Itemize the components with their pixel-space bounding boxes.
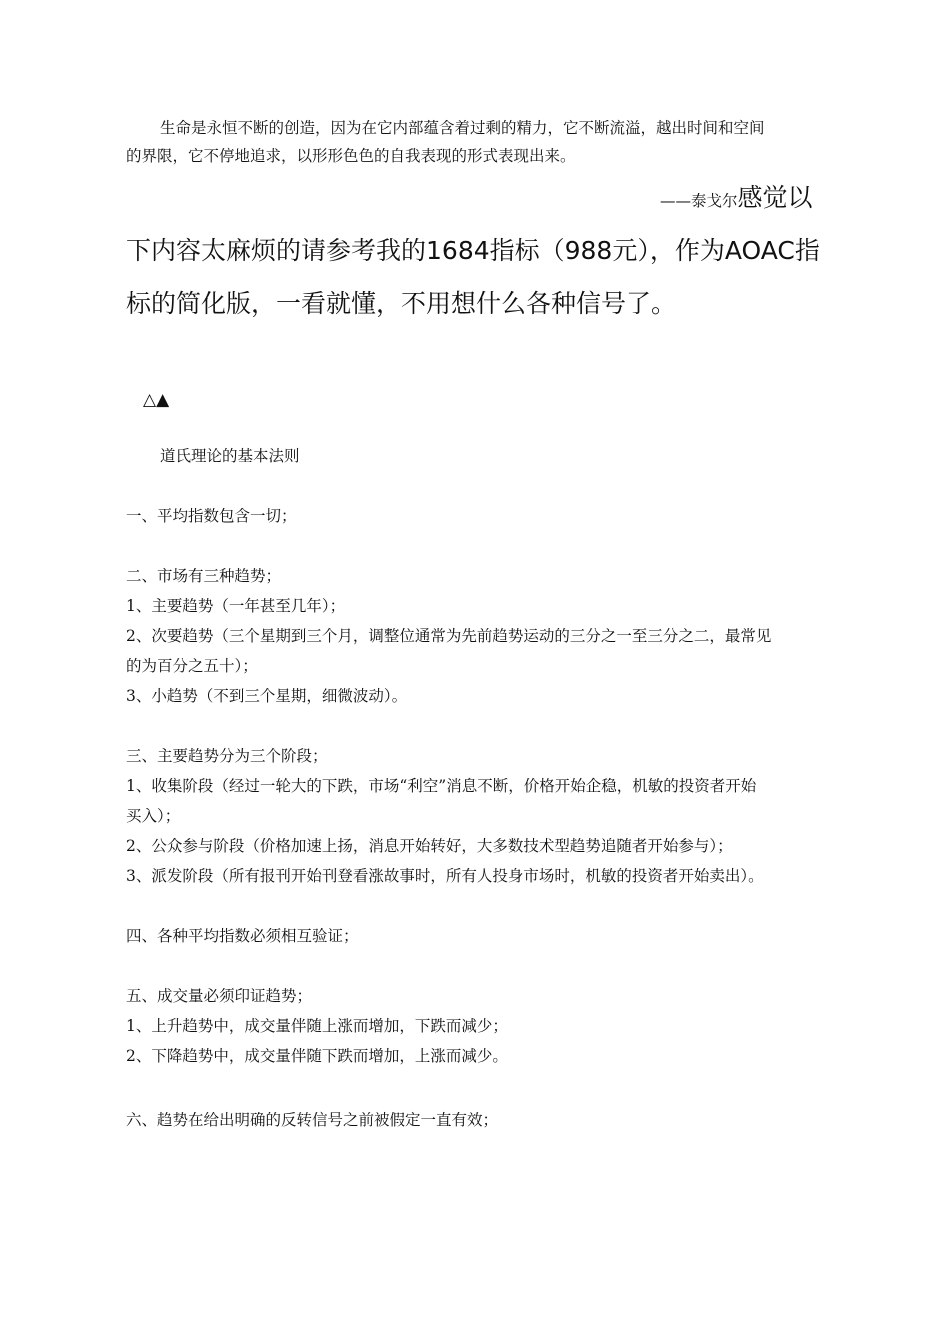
rule-6: 六、趋势在给出明确的反转信号之前被假定一直有效； bbox=[126, 1111, 499, 1129]
quote-line-2: 的界限，它不停地追求，以形形色色的自我表现的形式表现出来。 bbox=[126, 147, 576, 165]
section-heading: 道氏理论的基本法则 bbox=[160, 447, 300, 465]
rule-2: 二、市场有三种趋势； bbox=[126, 567, 282, 585]
rule-5-item-2: 2、下降趋势中，成交量伴随下跌而增加，上涨而减少。 bbox=[126, 1047, 508, 1065]
quote-author: ——泰戈尔 bbox=[660, 192, 738, 210]
rule-3-item-1b: 买入）； bbox=[126, 807, 181, 825]
triangle-symbols: △▲ bbox=[143, 390, 170, 410]
rule-1: 一、平均指数包含一切； bbox=[126, 507, 297, 525]
rule-2-item-2b: 的为百分之五十）； bbox=[126, 657, 258, 675]
rule-2-item-1: 1、主要趋势（一年甚至几年）； bbox=[126, 597, 346, 615]
promo-line-1: 下内容太麻烦的请参考我的1684指标（988元），作为AOAC指 bbox=[126, 236, 820, 265]
rule-3: 三、主要趋势分为三个阶段； bbox=[126, 747, 328, 765]
promo-line-2: 标的简化版，一看就懂，不用想什么各种信号了。 bbox=[126, 289, 677, 318]
rule-3-item-3: 3、派发阶段（所有报刊开始刊登看涨故事时，所有人投身市场时，机敏的投资者开始卖出）。 bbox=[126, 867, 764, 885]
quote-line-1: 生命是永恒不断的创造，因为在它内部蕴含着过剩的精力，它不断流溢，越出时间和空间 bbox=[160, 119, 765, 137]
quote-attribution bbox=[660, 183, 813, 212]
promo-start: 感觉以 bbox=[737, 183, 813, 212]
rule-5: 五、成交量必须印证趋势； bbox=[126, 987, 313, 1005]
rule-5-item-1: 1、上升趋势中，成交量伴随上涨而增加，下跌而减少； bbox=[126, 1017, 508, 1035]
rule-3-item-1a: 1、收集阶段（经过一轮大的下跌，市场“利空”消息不断，价格开始企稳，机敏的投资者开始 bbox=[126, 777, 757, 795]
rule-4: 四、各种平均指数必须相互验证； bbox=[126, 927, 359, 945]
rule-2-item-3: 3、小趋势（不到三个星期，细微波动）。 bbox=[126, 687, 408, 705]
rule-2-item-2a: 2、次要趋势（三个星期到三个月，调整位通常为先前趋势运动的三分之一至三分之二，最常见 bbox=[126, 627, 772, 645]
rule-3-item-2: 2、公众参与阶段（价格加速上扬，消息开始转好，大多数技术型趋势追随者开始参与）； bbox=[126, 837, 733, 855]
